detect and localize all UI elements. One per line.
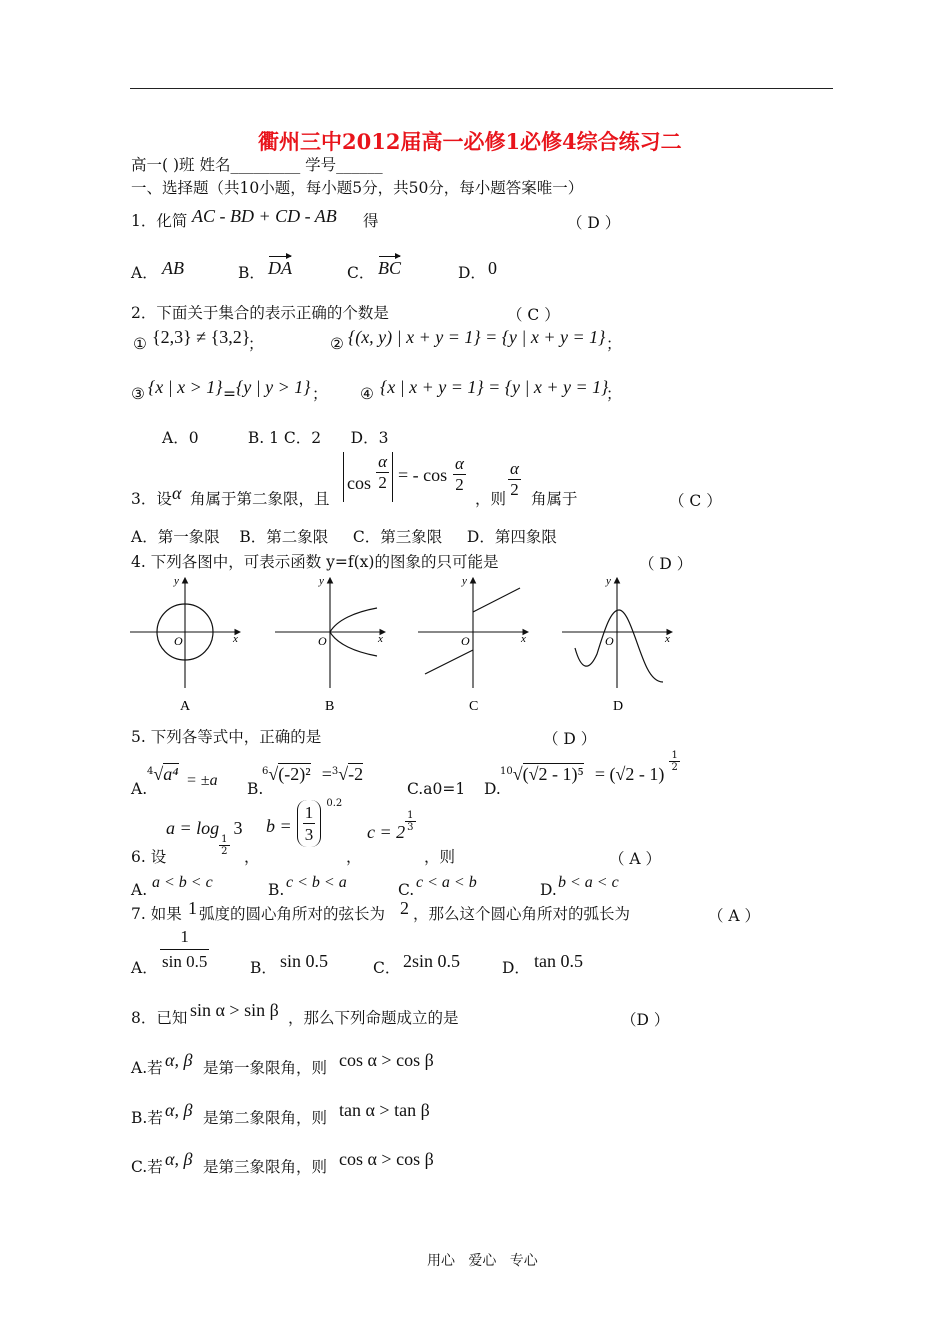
q7-option-c: 2sin 0.5 (403, 951, 461, 971)
axis-x-label: x (233, 633, 238, 645)
q8-condition: sin α > sin β (190, 1000, 279, 1020)
q7-option-d-label: D． (502, 959, 530, 977)
q8-option-b-mid: 是第二象限角，则 (203, 1109, 328, 1127)
q1-option-c: BC (378, 258, 402, 278)
q2-statement-3-left: {x | x > 1} (148, 377, 223, 397)
q3-rhs-fraction: $\frac{\alpha}{2}$ (455, 454, 464, 494)
q3-tail: 角属于 (531, 490, 578, 508)
q8-option-b-label: B.若 (131, 1109, 163, 1127)
q5-option-b: $^6$√(-2)² =$^3$√-2 (262, 764, 364, 784)
q8-option-c-mid: 是第三象限角，则 (203, 1158, 328, 1176)
q6-option-a: a < b < c (152, 874, 213, 891)
upper-ray (473, 588, 520, 612)
q2-statement-4: {x | x + y = 1} = {y | x + y = 1} (380, 377, 609, 397)
q2-statement-4-number: ④ (360, 385, 374, 403)
q2-statement-1-number: ① (133, 335, 147, 353)
q8-option-a-mid: 是第一象限角，则 (203, 1059, 328, 1077)
q2-answer: （ C ） (507, 306, 560, 324)
q6-comma-1: ， (244, 848, 260, 866)
q2-statement-3-end: ； (312, 385, 328, 403)
q6-option-b: c < b < a (286, 874, 347, 891)
q7-one: 1 (188, 898, 197, 918)
q7-option-d: tan 0.5 (534, 951, 583, 971)
axis-y-label: y (174, 575, 179, 587)
q5-option-a-rhs: = ±a (186, 772, 218, 789)
q2-statement-3-equals: = (223, 385, 236, 403)
axis-y-label: y (319, 575, 324, 587)
q5-stem: 5. 下列各等式中，正确的是 (131, 728, 322, 746)
q7-answer: （ A ） (708, 907, 761, 925)
q2-statement-2-end: ； (606, 335, 622, 353)
q3-absolute-value (343, 452, 393, 502)
q1-option-b-label: B． (238, 264, 265, 282)
q2-statement-2-number: ② (330, 335, 344, 353)
q7-stem-start: 7. 如果 (131, 905, 182, 923)
q3-stem: 3．设 (131, 490, 172, 508)
q5-option-b-label: B. (247, 780, 264, 798)
graph-c-label: C (469, 699, 479, 714)
q4-stem: 4. 下列各图中，可表示函数 y=f(x)的图象的只可能是 (131, 553, 499, 571)
q1-option-d: 0 (488, 258, 497, 278)
q6-comma-2: ， (346, 848, 362, 866)
q5-option-a: $^4$√a⁴ (147, 764, 179, 784)
q3-fraction: $\frac{\alpha}{2}$ (378, 452, 388, 492)
origin-label: O (605, 634, 614, 648)
q5-option-c: C.a0=1 (407, 780, 466, 798)
q8-option-b-expr: tan α > tan β (339, 1100, 430, 1120)
page-footer: 用心 爱心 专心 (427, 1253, 538, 1269)
q1-option-d-label: D． (458, 264, 486, 282)
axis-y-label: y (462, 575, 467, 587)
graph-a-label: A (180, 699, 191, 714)
q2-statement-3-right: {y | y > 1} (236, 377, 311, 397)
q6-a-definition: a = log $\frac{1}{2}$ 3 (166, 818, 243, 857)
q8-option-a-expr: cos α > cos β (339, 1050, 434, 1070)
q3-alpha: α (172, 483, 182, 503)
wave-curve (575, 610, 663, 682)
q1-stem: 1．化简 (131, 212, 188, 230)
q2-statement-1-end: ； (248, 335, 264, 353)
q2-stem: 2．下面关于集合的表示正确的个数是 (131, 304, 389, 322)
q1-option-c-label: C． (347, 264, 375, 282)
q2-statement-4-end: ； (606, 385, 622, 403)
q8-tail: ，那么下列命题成立的是 (288, 1009, 459, 1027)
q6-option-d: b < a < c (558, 874, 619, 891)
q5-option-d: $^{10}$√(√2 - 1)⁵ = (√2 - 1) $\frac{1}{2}$ (500, 750, 678, 784)
student-info-line: 高一( )班 姓名_________ 学号______ (131, 156, 383, 174)
axis-x-label: x (665, 633, 670, 645)
q6-option-c: c < a < b (416, 874, 477, 891)
q1-option-a: AB (162, 258, 184, 278)
q7-two: 2 (400, 898, 409, 918)
q8-answer: （D ） (621, 1011, 670, 1029)
q2-statement-2: {(x, y) | x + y = 1} = {y | x + y = 1} (348, 327, 606, 347)
q4-answer: （ D ） (639, 555, 693, 573)
q3-cos: cos (347, 473, 371, 493)
graph-d (562, 575, 672, 714)
origin-label: O (318, 634, 327, 648)
q6-answer: （ A ） (609, 850, 662, 868)
q3-then: ，则 (475, 490, 507, 508)
q4-graphs (125, 568, 685, 718)
q1-option-b: DA (268, 258, 292, 278)
q8-option-c-vars: α, β (165, 1149, 193, 1169)
graph-b-label: B (325, 699, 335, 714)
q3-rhs: = - cos (398, 465, 448, 485)
q1-option-a-label: A． (131, 264, 158, 282)
q6-option-a-label: A. (131, 881, 148, 899)
q6-b-definition: b = $\frac{1}{3}$ $^{0.2}$ (266, 800, 342, 847)
q6-stem: 6. 设 (131, 848, 167, 866)
q7-option-a: $\frac{1}{\sin 0.5}$ (162, 927, 208, 971)
axis-y-label: y (606, 575, 611, 587)
q7-option-c-label: C． (373, 959, 401, 977)
q2-statement-3-number: ③ (131, 385, 145, 403)
graph-a (130, 575, 240, 714)
q7-stem-middle: 弧度的圆心角所对的弦长为 (199, 905, 386, 923)
q7-stem-end: ，那么这个圆心角所对的弧长为 (413, 905, 631, 923)
q7-option-b: sin 0.5 (280, 951, 329, 971)
q8-option-c-label: C.若 (131, 1158, 163, 1176)
q2-options: A．0 B. 1 C．2 D．3 (162, 429, 389, 447)
q7-option-b-label: B． (250, 959, 277, 977)
q5-option-d-exponent: $\frac{1}{2}$ (671, 750, 678, 773)
q3-answer: （ C ） (669, 492, 722, 510)
origin-label: O (174, 634, 183, 648)
page-title: 衢州三中2012届高一必修1必修4综合练习二 (258, 129, 682, 154)
lower-ray (425, 650, 473, 674)
section-heading: 一、选择题（共10小题，每小题5分，共50分，每小题答案唯一） (131, 179, 584, 197)
axis-x-label: x (521, 633, 526, 645)
q3-half-alpha: $\frac{\alpha}{2}$ (510, 459, 519, 499)
origin-label: O (461, 634, 470, 648)
q2-statement-1: {2,3} ≠ {3,2} (152, 327, 251, 347)
q8-stem: 8．已知 (131, 1009, 188, 1027)
q1-answer: （ D ） (567, 214, 621, 232)
q5-option-d-label: D. (484, 780, 501, 798)
q6-then: ，则 (424, 848, 456, 866)
q1-expression: AC - BD + CD - AB (192, 206, 337, 226)
q1-tail: 得 (363, 212, 379, 230)
graph-b (275, 575, 385, 714)
axis-x-label: x (378, 633, 383, 645)
graph-c (418, 575, 528, 714)
q8-option-c-expr: cos α > cos β (339, 1149, 434, 1169)
graph-d-label: D (613, 699, 624, 714)
q8-option-a-label: A.若 (131, 1059, 163, 1077)
q8-option-a-vars: α, β (165, 1050, 193, 1070)
q5-option-a-label: A. (131, 780, 148, 798)
q6-option-d-label: D. (540, 881, 557, 899)
q6-option-c-label: C. (398, 881, 415, 899)
q6-option-b-label: B. (268, 881, 285, 899)
q7-option-a-label: A． (131, 959, 158, 977)
q3-options: A．第一象限 B．第二象限 C．第三象限 D．第四象限 (131, 528, 557, 546)
q3-condition: 角属于第二象限，且 (190, 490, 330, 508)
header-rule (130, 88, 833, 89)
q5-answer: （ D ） (543, 730, 597, 748)
q6-c-definition: c = 2 $\frac{1}{3}$ (367, 810, 414, 842)
q8-option-b-vars: α, β (165, 1100, 193, 1120)
